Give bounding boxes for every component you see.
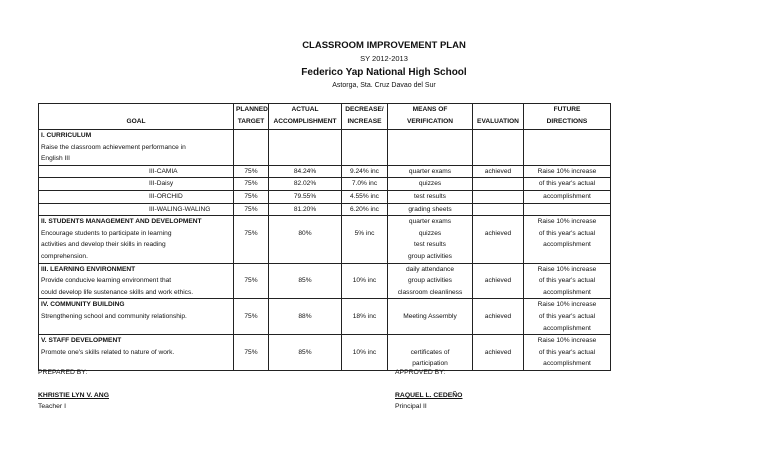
approved-by-name: RAQUEL L. CEDEÑO	[395, 392, 463, 399]
table-row: V. STAFF DEVELOPMENT Promote one's skills related to nature of work. 75% 85% 10% inc certificates of participation achieved Raise 10% increase of this year's actual accomplishment	[39, 335, 611, 371]
table-row: II. STUDENTS MANAGEMENT AND DEVELOPMENT Encourage students to participate in learning activities and develop their skills in reading comprehension. 75% 80% 5% inc quarter exams quizzes test results group activities achieved Raise 10% increase of this year's actual accomplishment	[39, 216, 611, 263]
improvement-plan-table	[38, 103, 611, 371]
column-header-planned: PLANNED TARGET	[234, 104, 269, 130]
column-header-goal: GOAL	[39, 104, 234, 130]
table-row: III-WALING-WALING 75% 81.20% 6.20% inc grading sheets	[39, 203, 611, 216]
prepared-by-label: PREPARED BY:	[38, 369, 88, 376]
table-row: III-Daisy 75% 82.02% 7.0% inc quizzes of this year's actual	[39, 178, 611, 191]
section-title: I. CURRICULUM Raise the classroom achievement performance in English III	[39, 130, 234, 166]
table-row: III-ORCHID 75% 79.55% 4.55% inc test results accomplishment	[39, 190, 611, 203]
column-header-future: FUTURE DIRECTIONS	[524, 104, 611, 130]
table-row: IV. COMMUNITY BUILDING Strengthening school and community relationship. 75% 88% 18% inc Meeting Assembly achieved Raise 10% increase of this year's actual accomplishment	[39, 299, 611, 335]
table-header-row	[39, 104, 611, 130]
table-row	[39, 130, 611, 166]
school-address: Astorga, Sta. Cruz Davao del Sur	[332, 82, 436, 89]
prepared-by-title: Teacher I	[38, 403, 66, 410]
column-header-means: MEANS OF VERIFICATION	[388, 104, 473, 130]
column-header-actual: ACTUAL ACCOMPLISHMENT	[269, 104, 342, 130]
school-name: Federico Yap National High School	[301, 67, 467, 78]
document-title: CLASSROOM IMPROVEMENT PLAN	[302, 40, 466, 51]
column-header-evaluation: EVALUATION	[473, 104, 524, 130]
school-year: SY 2012-2013	[360, 54, 408, 63]
approved-by-label: APPROVED BY:	[395, 369, 446, 376]
approved-by-title: Principal II	[395, 403, 427, 410]
column-header-change: DECREASE/ INCREASE	[342, 104, 388, 130]
table-row: III-CAMIA 75% 84.24% 9.24% inc quarter exams achieved Raise 10% increase	[39, 165, 611, 178]
table-row: III. LEARNING ENVIRONMENT Provide conducive learning environment that could develop life sustenance skills and work ethics. 75% 85% 10% inc daily attendance group activities classroom cleanliness achieved Raise 10% increase of this year's actual accomplishment	[39, 263, 611, 299]
prepared-by-name: KHRISTIE LYN V. ANG	[38, 392, 110, 399]
